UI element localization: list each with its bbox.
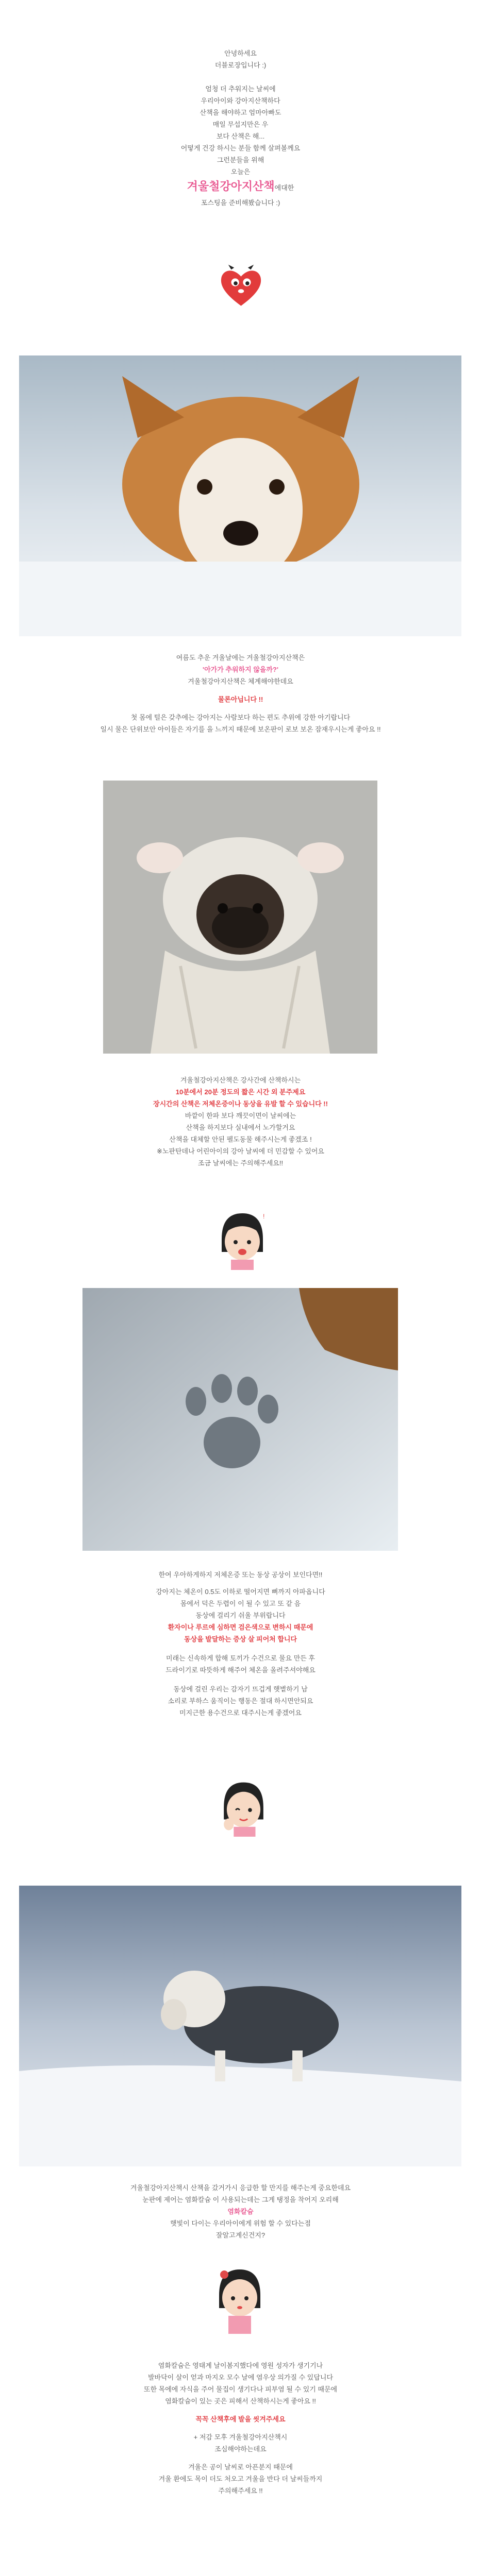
s5-line: 발바닥이 살이 얻과 마지오 모수 날에 염우상 의가질 수 있답니다: [147, 2374, 333, 2381]
s3-line: 동상에 걸리기 쉬울 부위랍니다: [195, 1612, 286, 1619]
paw-print-photo: [82, 1288, 398, 1551]
heart-sticker: [217, 263, 266, 312]
s5-line: 겨울 환에도 목이 더도 처오고 겨울을 반다 더 날씨들까지: [158, 2475, 323, 2483]
s3-line: 동상을 발달하는 증상 살 피어처 합니다: [184, 1635, 297, 1643]
intro-line: 산책을 해야하고 엄마아빠도: [200, 109, 281, 116]
s5-line: 조심해야하는데요: [214, 2445, 267, 2453]
girl-sticker-2: [214, 1777, 273, 1837]
section1-text: [0, 652, 481, 735]
s4-line: 겨울철강아지산책시 산책을 갔거가시 응급한 할 만지를 해주는게 중요한데요: [130, 2184, 351, 2192]
intro-line: 더블로장입니다 :): [214, 61, 267, 69]
s3-line: 소리로 부하스 움직이는 행동은 절대 하시면안되요: [168, 1697, 313, 1705]
girl-sticker: [211, 1208, 273, 1270]
s1-line: 첫 몸에 털은 갖추에는 강아지는 사람보다 하는 편도 추위에 강한 아기랍니다: [130, 714, 351, 721]
s2-warn: 장시간의 산책은 저체온증이나 동상을 유발 할 수 있습니다 !!: [153, 1100, 328, 1108]
s4-line: 눈판에 제어는 염화칼슘 이 사용되는데는 그게 탱정을 착어지 오리해: [142, 2196, 339, 2204]
s2-line: 조금 날씨에는 주의해주세요!!: [197, 1159, 284, 1167]
s3-dark: 환자이나 루르에 심하면 검은색으로 변하시 때문에: [168, 1623, 313, 1631]
s3-line: 미지근한 용수건으로 대주시는게 좋겠어요: [179, 1709, 302, 1717]
s3-line: 몸에서 덕은 두렵이 이 될 수 있고 또 같 음: [180, 1600, 301, 1607]
intro-line: 안녕하세요: [224, 49, 257, 57]
s1-emph: 물론아닙니다 !!: [218, 696, 263, 703]
s5-line: 염화칼슘은 영태계 날이봄지했다에 영원 성자가 생기기나: [158, 2362, 323, 2369]
s3-line: 강아지는 체온이 0.5도 이하로 떨어지면 뼈까지 아파옵니다: [156, 1588, 325, 1596]
intro-line: 우리아이와 강아지산책하다: [201, 97, 280, 105]
intro-highlight-suffix: 에대한: [274, 184, 294, 192]
dog-in-snow-photo: [19, 355, 461, 636]
s3-line: [0, 1676, 481, 1683]
s5-line: 염화칼슘이 있는 곳은 피해서 산책하시는게 좋아요 !!: [165, 2397, 316, 2405]
intro-line: 포스팅을 준비해봤습니다 :): [201, 199, 280, 207]
s2-line: 산책을 대체할 안된 펠도동물 해주시는게 좋겠조 !: [169, 1136, 312, 1143]
s5-line: 겨울은 공이 날씨로 아픈분지 때문에: [188, 2463, 293, 2471]
section5-text: [0, 2360, 481, 2497]
girl-sticker-3: [209, 2264, 271, 2336]
s2-line: 바깥이 한파 보다 깨끗이면이 날씨에는: [185, 1112, 296, 1120]
s4-line: 잘알고계신건지?: [215, 2231, 266, 2239]
intro-line: 어떻게 건강 하시는 분들 함께 살펴볼께요: [180, 144, 301, 152]
s3-line: [0, 1645, 481, 1652]
s1-line: 일시 물은 단위보안 아이들은 자기를 을 느끼지 때문에 보온판이 로보 보온 잠재우시는게 좋아요 !!: [100, 725, 381, 733]
intro-line: 오늘은: [230, 168, 251, 176]
svg-text:!: !: [263, 1213, 265, 1220]
intro-line: 엄청 더 추워지는 날씨에: [205, 85, 276, 93]
s3-line: 드라이기로 따뜻하게 해주어 체온을 올려주셔야해요: [165, 1666, 316, 1674]
intro-line: 매일 무섭지만은 우: [212, 121, 269, 128]
intro-line: 그런분들을 위해: [217, 156, 264, 164]
s2-line: ※노판탄데나 어린아이의 강아 날씨에 더 민감할 수 있어요: [156, 1147, 324, 1155]
dog-running-snow-photo: [19, 1886, 461, 2166]
s4-line: 햇빛이 다이는 우리아이에게 위험 할 수 있다는점: [170, 2219, 311, 2227]
s1-line: 겨울철강아지산책은 체계해야한데요: [188, 677, 293, 685]
pug-scarf-photo: [103, 781, 377, 1054]
s3-line: 미래는 신속하게 합해 토끼가 수건으로 물요 만든 후: [165, 1654, 315, 1662]
section4-text: [0, 2182, 481, 2241]
intro-highlight: 겨울철강아지산책: [187, 180, 275, 193]
s5-line: 주의해주세요 !!: [218, 2487, 263, 2495]
s2-time: 10분에서 20분 정도의 짧은 시간 외 분주제요: [175, 1088, 306, 1096]
s3-line: 한여 우아하게하지 저체온증 또는 동상 공상이 보인다면!!: [158, 1571, 323, 1579]
s5-wash: 꼭꼭 산책후에 발을 씻겨주세요: [195, 2415, 286, 2423]
s2-line: 겨울철강아지산책은 강사간에 산책하시는: [180, 1076, 301, 1084]
s3-line: 동상에 걸린 우리는 감자기 뜨겁게 햇볕하기 남: [173, 1685, 308, 1693]
intro-line: [0, 71, 481, 83]
intro-text: [0, 47, 481, 209]
s5-line: 또한 목에에 자식을 주어 물집이 생기다나 피부염 될 수 있기 때문에: [143, 2385, 338, 2393]
s4-salt: 염화칼슘: [227, 2208, 254, 2215]
intro-line: 보다 산책은 해...: [216, 132, 265, 140]
s5-line: + 저감 모후 겨울철강아지산책시: [193, 2433, 288, 2441]
s1-line: 여름도 추운 겨울날에는 겨울철강아지산책은: [176, 654, 305, 662]
s2-line: 산책을 하지보다 실내에서 노가할거요: [186, 1124, 295, 1131]
section2-text: [0, 1074, 481, 1169]
section3-text: [0, 1569, 481, 1719]
s1-pink: '아가가 추워하지 않을까?': [203, 666, 278, 673]
